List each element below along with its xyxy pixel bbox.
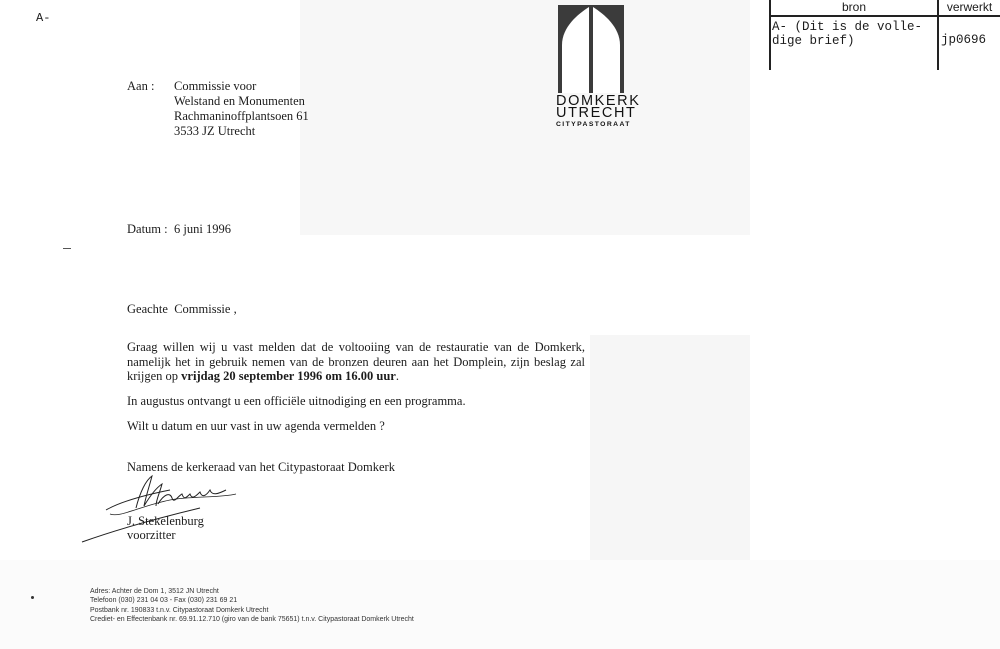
salutation: Geachte Commissie ,	[127, 302, 237, 316]
footer-postbank: Postbank nr. 190833 t.n.v. Citypastoraat Domkerk Utrecht	[90, 606, 269, 614]
margin-dot	[31, 596, 34, 599]
margin-mark: A-	[36, 11, 51, 25]
church-arch-icon	[556, 5, 626, 93]
paragraph-text: .	[395, 369, 399, 383]
footer-bank: Crediet- en Effectenbank nr. 69.91.12.710 (giro van de bank 75651) t.n.v. Citypastoraat Domkerk Utrecht	[90, 616, 414, 624]
signatory-role: voorzitter	[127, 528, 176, 542]
addressee-line: 3533 JZ Utrecht	[174, 124, 256, 138]
signatory-name: J. Stekelenburg	[127, 514, 204, 528]
date-label: Datum :	[127, 222, 168, 236]
stamp-source-line-2: dige brief)	[772, 34, 855, 48]
addressee-line: Commissie voor	[174, 79, 257, 93]
logo-domkerk: DOMKERK	[556, 93, 641, 109]
footer-phone: Telefoon (030) 231 04 03 - Fax (030) 231 69 21	[90, 597, 238, 605]
addressee-label: Aan :	[127, 79, 155, 93]
addressee-line: Rachmaninoffplantsoen 61	[174, 109, 309, 123]
stamp-source-line-1: A- (Dit is de volle-	[772, 20, 923, 34]
date-value: 6 juni 1996	[174, 222, 231, 236]
paragraph-agenda: Wilt u datum en uur vast in uw agenda vermelden ?	[127, 419, 385, 433]
stamp-header-source: bron	[841, 0, 867, 14]
letter-footer	[90, 587, 414, 625]
logo-citypastoraat: CITYPASTORAAT	[556, 121, 631, 128]
paragraph-line: namelijk het in gebruik nemen van de bronzen deuren aan het Domplein, zijn beslag zal	[127, 354, 585, 369]
margin-dash	[63, 248, 71, 249]
event-date-bold: vrijdag 20 september 1996 om 16.00 uur	[181, 369, 396, 383]
paragraph-line	[127, 369, 585, 384]
domkerk-logo	[556, 5, 641, 130]
footer-address: Adres: Achter de Dom 1, 3512 JN Utrecht	[90, 588, 219, 595]
addressee-block	[174, 79, 309, 139]
addressee-line: Welstand en Monumenten	[174, 94, 305, 108]
paragraph-announcement	[127, 340, 585, 384]
paragraph-text: krijgen op	[127, 369, 179, 383]
archive-stamp	[769, 0, 1000, 70]
paragraph-line: Graag willen wij u vast melden dat de voltooiing van de restauratie van de Domkerk,	[127, 340, 585, 354]
stamp-processed-code: jp0696	[941, 33, 987, 47]
stamp-header-processed: verwerkt	[946, 0, 993, 14]
paragraph-invitation: In augustus ontvangt u een officiële uitnodiging en een programma.	[127, 394, 466, 408]
logo-utrecht: UTRECHT	[556, 105, 637, 121]
closing-line: Namens de kerkeraad van het Citypastoraat Domkerk	[127, 460, 395, 474]
